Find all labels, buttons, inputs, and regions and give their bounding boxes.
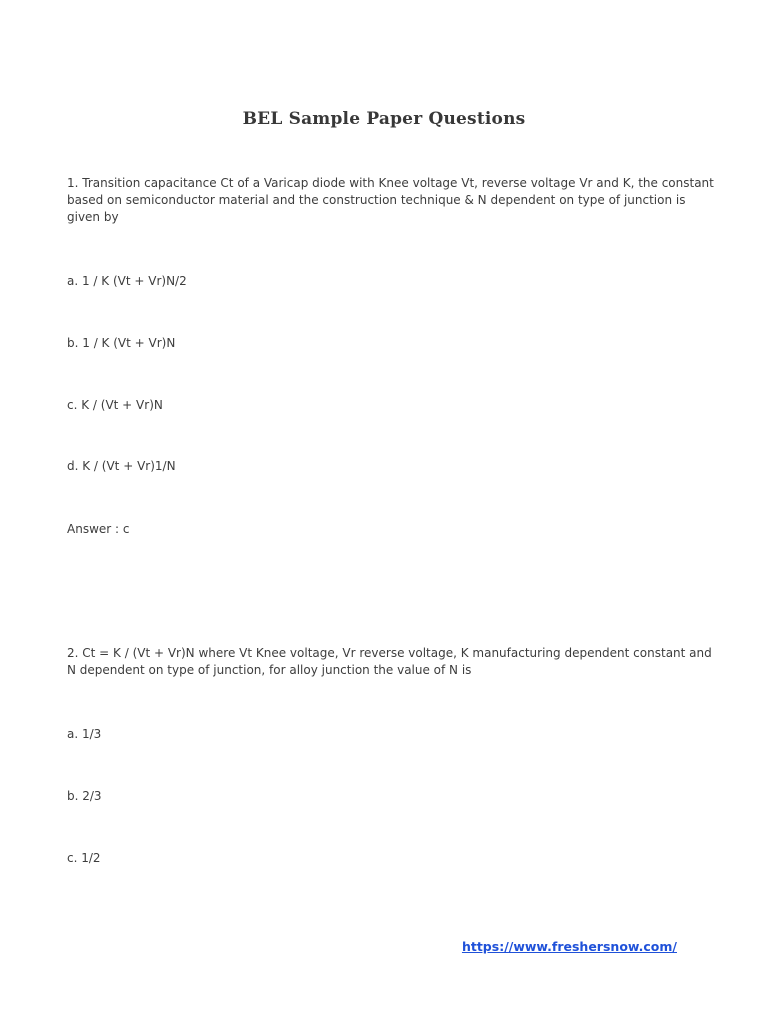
question-1-answer: Answer : c <box>67 522 130 536</box>
question-1-option-b: b. 1 / K (Vt + Vr)N <box>67 336 176 350</box>
question-2-text: 2. Ct = K / (Vt + Vr)N where Vt Knee voltage, Vr reverse voltage, K manufacturing dependent constant and N dependent on type of junction, for alloy junction the value of N is <box>67 646 712 677</box>
page-title: BEL Sample Paper Questions <box>242 109 526 129</box>
question-2-option-b: b. 2/3 <box>67 789 102 803</box>
footer <box>462 936 677 955</box>
question-1-text: 1. Transition capacitance Ct of a Varicap diode with Knee voltage Vt, reverse voltage Vr and K, the constant based on semiconductor material and the construction technique & N dependent on type of junction is given by <box>67 176 714 224</box>
question-1-option-a: a. 1 / K (Vt + Vr)N/2 <box>67 274 187 288</box>
question-2-option-a: a. 1/3 <box>67 727 102 741</box>
freshersnow-link[interactable]: https://www.freshersnow.com/ <box>461 939 677 954</box>
question-2-option-c: c. 1/2 <box>67 851 101 865</box>
question-1-option-d: d. K / (Vt + Vr)1/N <box>67 459 176 473</box>
question-1-option-c: c. K / (Vt + Vr)N <box>67 398 163 412</box>
